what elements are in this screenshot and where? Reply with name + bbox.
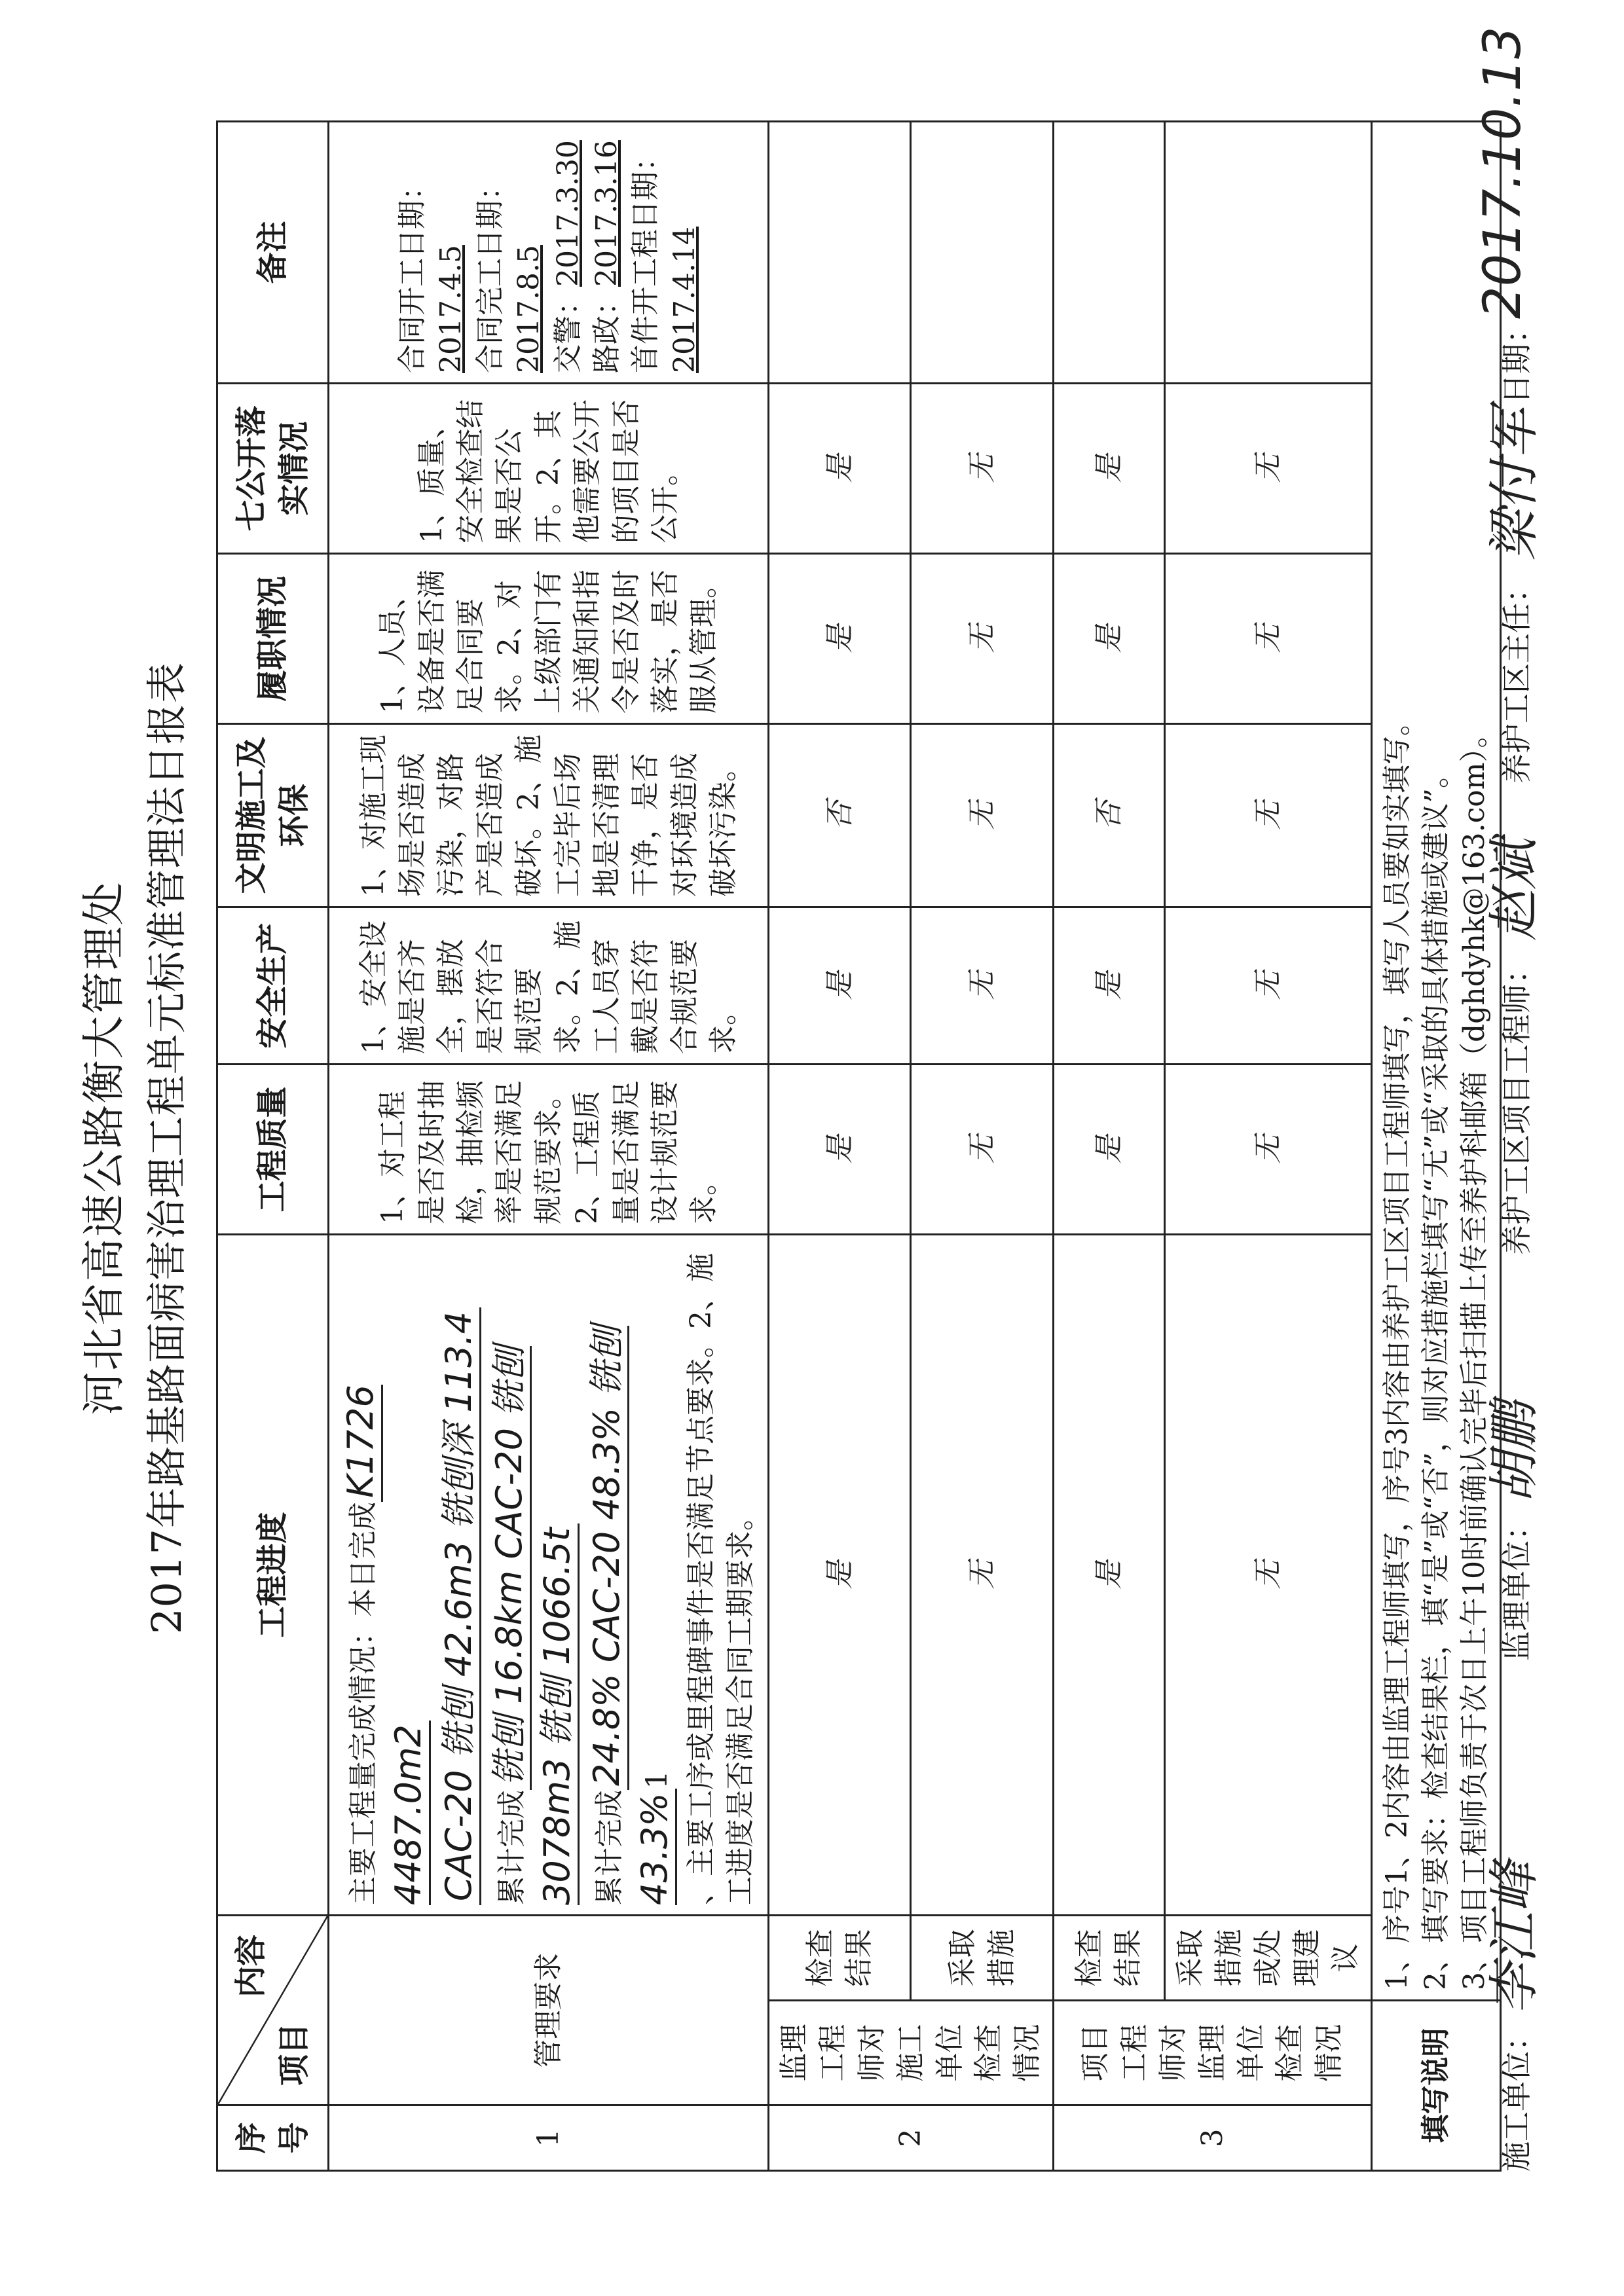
remark-road-value: 2017.3.16: [589, 140, 623, 287]
header-civil: 文明施工及环保: [217, 724, 329, 907]
note-2: 2、填写要求：检查结果栏，填“是”或“否”，则对应措施栏填写“无”或“采取的具体措施或建议”。: [1419, 759, 1453, 1990]
supervision-signature: 胡鹏: [1485, 1401, 1544, 1504]
progress-requirement: 、主要工序或里程碑事件是否满足节点要求。2、施工进度是否满足合同工期要求。: [684, 1253, 757, 1905]
row2-result-safety: 是: [769, 907, 911, 1065]
row3-result-safety: 是: [1053, 907, 1164, 1065]
remark-start-label: 合同开工日期：: [395, 172, 429, 373]
header-row: [217, 122, 329, 2171]
report-table: [216, 120, 1502, 2172]
row3-result-progress: 是: [1053, 1235, 1164, 1916]
engineer-label: 养护工区项目工程师：: [1499, 954, 1534, 1255]
progress-prefix-1: 主要工程量完成情况：本日完成: [346, 1502, 380, 1905]
row2-remark-empty-1: [769, 122, 911, 384]
date-label: 日期：: [1499, 314, 1534, 404]
row3-result-civil: 否: [1053, 724, 1164, 907]
row1-civil: 1、对施工现场是否造成污染，对路产是否造成破坏。2、施工完毕后场地是否清理干净，是否对环境造成破坏污染。: [329, 724, 769, 907]
row3-remark-empty-1: [1053, 122, 1164, 384]
row1-public: 1、质量、安全检查结果是否公开。2、其他需要公开的项目是否公开。: [329, 384, 769, 554]
remark-first-label: 首件开工程日期：: [629, 143, 663, 373]
row2-sub2: 采取措施: [911, 1916, 1053, 2001]
row-management: [329, 122, 769, 2171]
row3-measure-duty: 无: [1164, 554, 1371, 724]
header-public: 七公开落实情况: [217, 384, 329, 554]
remark-road-label: 路政：: [589, 287, 623, 373]
row3-result-duty: 是: [1053, 554, 1164, 724]
header-seq: 序号: [217, 2105, 329, 2171]
engineer-signature: 赵斌: [1485, 838, 1544, 941]
supervision-label: 监理单位：: [1499, 1510, 1534, 1661]
row2-item: 监理工程师对施工单位检查情况: [769, 2001, 1054, 2105]
row1-progress: [329, 1235, 769, 1916]
remark-end-value: 2017.8.5: [512, 245, 546, 373]
row1-duty: 1、人员、设备是否满足合同要求。2、对上级部门有关通知和指令是否及时落实，是否服从管理。: [329, 554, 769, 724]
note-3: 3、项目工程师负责于次日上午10时前确认完毕后扫描上传至养护科邮箱（dghdyhk@163.com）。: [1458, 719, 1492, 1990]
row3-measure-quality: 无: [1164, 1065, 1371, 1235]
row2-result-quality: 是: [769, 1065, 911, 1235]
remark-end-label: 合同完工日期：: [473, 172, 507, 373]
header-item: 项目: [276, 2022, 313, 2086]
remark-start-value: 2017.4.5: [434, 245, 468, 373]
row1-seq: 1: [329, 2105, 769, 2171]
header-safety: 安全生产: [217, 907, 329, 1065]
row2-measure-progress: 无: [911, 1235, 1053, 1916]
row3-sub2: 采取措施或处理建议: [1164, 1916, 1371, 2001]
director-label: 养护工区主任：: [1499, 573, 1534, 784]
date-value: 2017.10.13: [1473, 26, 1532, 319]
row1-remark: [329, 122, 769, 384]
row3-remark-empty-2: [1164, 122, 1371, 384]
note-1: 1、序号1、2内容由监理工程师填写，序号3内容由养护工区项目工程师填写，填写人员要如实填写。: [1380, 707, 1414, 1990]
progress-value-2: CAC-20 铣刨 42.6m3 铣刨深 113.4: [438, 1307, 481, 1905]
header-content: 内容: [232, 1935, 269, 1998]
row-engineer-measure: [1164, 122, 1371, 2171]
row3-item: 项目工程师对监理单位检查情况: [1053, 2001, 1371, 2105]
header-remark: 备注: [217, 122, 329, 384]
row3-measure-progress: 无: [1164, 1235, 1371, 1916]
row1-safety: 1、安全设施是否齐全，摆放是否符合规范要求。2、施工人员穿戴是否符合规范要求。: [329, 907, 769, 1065]
row2-result-progress: 是: [769, 1235, 911, 1916]
progress-value-1: K1726 4487.0m2: [340, 1385, 431, 1905]
row3-sub1: 检查结果: [1053, 1916, 1164, 2001]
construction-label: 施工单位：: [1499, 2021, 1534, 2172]
director-signature: 梁付军: [1485, 407, 1544, 561]
header-quality: 工程质量: [217, 1065, 329, 1235]
report-title: 2017年路基路面病害治理工程单元标准管理法日报表: [143, 662, 191, 1634]
row2-remark-empty-2: [911, 122, 1053, 384]
row3-measure-public: 无: [1164, 384, 1371, 554]
remark-traffic-label: 交警：: [551, 287, 585, 373]
row1-quality: 1、对工程是否及时抽检，抽检频率是否满足规范要求。2、工程质量是否满足设计规范要求。: [329, 1065, 769, 1235]
progress-prefix-3: 累计完成: [494, 1790, 528, 1905]
header-duty: 履职情况: [217, 554, 329, 724]
row-supervisor-result: [769, 122, 911, 2171]
row2-measure-safety: 无: [911, 907, 1053, 1065]
row2-result-duty: 是: [769, 554, 911, 724]
construction-signature: 李江峰: [1485, 1861, 1544, 2014]
row3-measure-civil: 无: [1164, 724, 1371, 907]
header-progress: 工程进度: [217, 1235, 329, 1916]
row2-measure-public: 无: [911, 384, 1053, 554]
org-title: 河北省高速公路衡大管理处: [79, 881, 129, 1415]
row-supervisor-measure: [911, 122, 1053, 2171]
row2-result-civil: 否: [769, 724, 911, 907]
progress-suffix-4: 1: [640, 1770, 674, 1789]
progress-prefix-4: 累计完成: [593, 1790, 627, 1905]
remark-traffic-value: 2017.3.30: [551, 140, 585, 287]
row1-item: 管理要求: [329, 1916, 769, 2105]
row2-measure-quality: 无: [911, 1065, 1053, 1235]
row2-measure-duty: 无: [911, 554, 1053, 724]
remark-first-value: 2017.4.14: [667, 227, 701, 373]
row3-result-public: 是: [1053, 384, 1164, 554]
signature-footer: [1473, 26, 1598, 2172]
row3-result-quality: 是: [1053, 1065, 1164, 1235]
notes-label: 填写说明: [1371, 2001, 1500, 2171]
row-engineer-result: [1053, 122, 1164, 2171]
row3-measure-safety: 无: [1164, 907, 1371, 1065]
progress-value-3: 铣刨 16.8km CAC-20 铣刨 3078m3 铣刨 1066.5t: [489, 1346, 580, 1905]
row3-seq: 3: [1053, 2105, 1371, 2171]
progress-value-4: 24.8% CAC-20 48.3% 铣刨 43.3%: [586, 1326, 677, 1905]
row2-result-public: 是: [769, 384, 911, 554]
row2-measure-civil: 无: [911, 724, 1053, 907]
row2-seq: 2: [769, 2105, 1054, 2171]
header-diagonal: [217, 1916, 329, 2105]
row2-sub1: 检查结果: [769, 1916, 911, 2001]
